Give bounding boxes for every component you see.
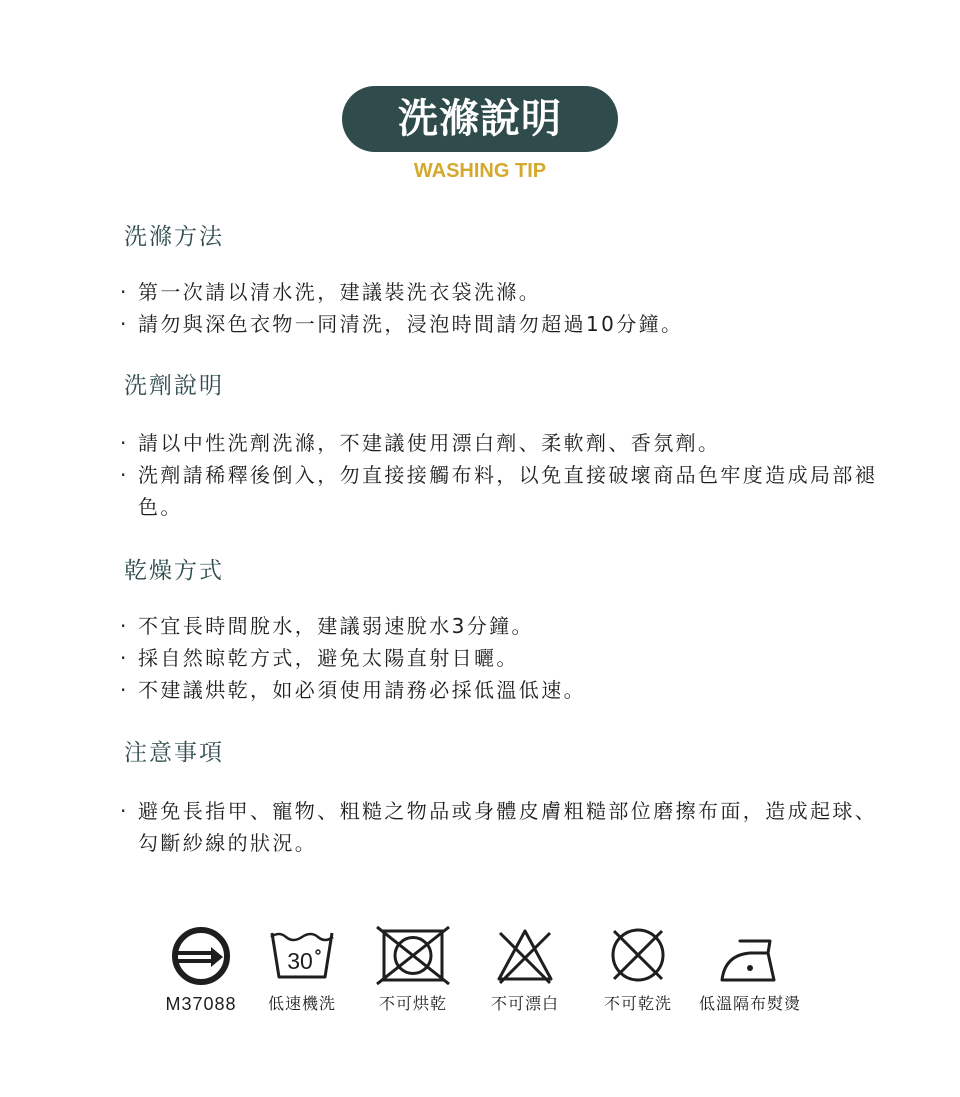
section-heading: 乾燥方式 — [124, 558, 224, 584]
bullet: · — [120, 614, 129, 638]
certification-mark-icon — [171, 925, 231, 985]
instruction-list — [120, 795, 880, 859]
instruction-list — [120, 610, 880, 706]
list-item — [120, 427, 880, 459]
list-item — [120, 795, 880, 859]
instruction-list — [120, 276, 880, 340]
bullet: · — [120, 280, 129, 304]
bullet: · — [120, 799, 129, 823]
section-heading: 洗滌方法 — [124, 224, 224, 250]
list-item — [120, 459, 880, 523]
wash-30-icon — [266, 925, 338, 985]
list-item-text: 避免長指甲、寵物、粗糙之物品或身體皮膚粗糙部位磨擦布面，造成起球、勾斷紗線的狀況。 — [138, 799, 878, 855]
bullet: · — [120, 312, 129, 336]
section-washing-method — [120, 222, 880, 340]
bullet: · — [120, 646, 129, 670]
care-symbol-label: 低速機洗 — [267, 994, 336, 1013]
care-symbol-label: M37088 — [165, 994, 237, 1014]
page-title: 洗滌說明 — [342, 86, 618, 152]
care-symbols-row — [0, 925, 960, 1025]
list-item-text: 不建議烘乾，如必須使用請務必採低溫低速。 — [138, 678, 586, 702]
page-subtitle: WASHING TIP — [413, 160, 547, 182]
care-symbol — [353, 925, 473, 1014]
care-symbol-label: 低溫隔布熨燙 — [698, 994, 801, 1013]
care-symbol — [465, 925, 585, 1014]
list-item-text: 請勿與深色衣物一同清洗，浸泡時間請勿超過10分鐘。 — [138, 312, 684, 336]
bullet: · — [120, 431, 129, 455]
care-symbol-label: 不可烘乾 — [378, 994, 447, 1013]
section-heading: 注意事項 — [124, 740, 224, 766]
list-item-text: 不宜長時間脫水，建議弱速脫水3分鐘。 — [138, 614, 534, 638]
list-item — [120, 610, 880, 642]
list-item — [120, 674, 880, 706]
list-item — [120, 276, 880, 308]
bullet: · — [120, 463, 129, 487]
temperature-text: 30 — [287, 948, 313, 974]
care-symbol — [242, 925, 362, 1014]
bullet: · — [120, 678, 129, 702]
care-symbol — [578, 925, 698, 1014]
list-item-text: 請以中性洗劑洗滌，不建議使用漂白劑、柔軟劑、香氛劑。 — [138, 431, 721, 455]
section-drying — [120, 556, 880, 706]
list-item-text: 第一次請以清水洗，建議裝洗衣袋洗滌。 — [138, 280, 542, 304]
list-item — [120, 642, 880, 674]
list-item-text: 採自然晾乾方式，避免太陽直射日曬。 — [138, 646, 519, 670]
care-symbol-label: 不可漂白 — [490, 994, 559, 1013]
no-tumble-dry-icon — [373, 925, 453, 985]
instruction-list — [120, 427, 880, 523]
section-notes — [120, 738, 880, 859]
low-iron-with-cloth-icon — [710, 925, 790, 985]
section-detergent — [120, 371, 880, 523]
section-heading: 洗劑說明 — [124, 373, 224, 399]
list-item — [120, 308, 880, 340]
list-item-text: 洗劑請稀釋後倒入，勿直接接觸布料，以免直接破壞商品色牢度造成局部褪色。 — [138, 463, 878, 519]
care-symbol — [690, 925, 810, 1014]
care-symbol-label: 不可乾洗 — [603, 994, 672, 1013]
no-bleach-icon — [490, 925, 560, 985]
no-dry-clean-icon — [603, 925, 673, 985]
